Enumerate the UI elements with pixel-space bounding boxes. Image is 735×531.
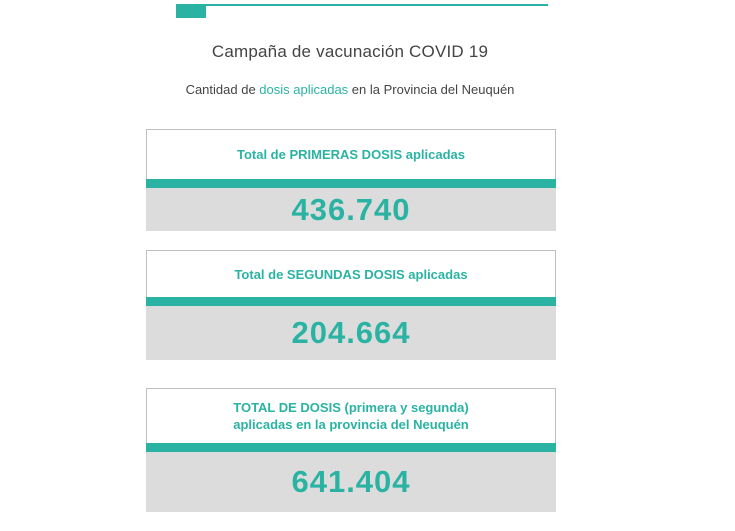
total-doses-value: 641.404 [146, 452, 556, 512]
total-doses-label-line1: TOTAL DE DOSIS (primera y segunda) [233, 400, 469, 415]
second-doses-value: 204.664 [146, 306, 556, 360]
second-doses-card [146, 250, 556, 360]
first-doses-card [146, 129, 556, 231]
page-title: Campaña de vacunación COVID 19 [211, 42, 489, 61]
top-accent-block [176, 4, 206, 18]
first-doses-value: 436.740 [146, 188, 556, 231]
subtitle-highlight: dosis aplicadas [259, 82, 349, 97]
total-doses-label [146, 388, 556, 443]
total-doses-card [146, 388, 556, 512]
subtitle-suffix: en la Provincia del Neuquén [348, 82, 515, 97]
total-doses-bar [146, 443, 556, 452]
second-doses-label: Total de SEGUNDAS DOSIS aplicadas [146, 250, 556, 297]
first-doses-bar [146, 179, 556, 188]
total-doses-label-line2: aplicadas en la provincia del Neuquén [233, 417, 469, 432]
page-subtitle [0, 82, 700, 97]
first-doses-label: Total de PRIMERAS DOSIS aplicadas [146, 129, 556, 179]
subtitle-prefix: Cantidad de [185, 82, 260, 97]
top-accent-line [176, 4, 548, 6]
second-doses-bar [146, 297, 556, 306]
